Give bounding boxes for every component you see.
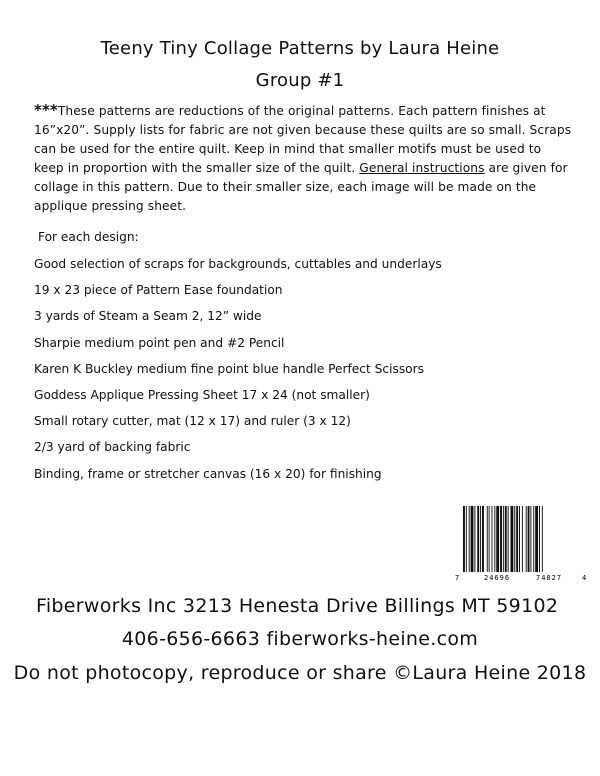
intro-paragraph	[34, 101, 574, 216]
supply-item: 2/3 yard of backing fabric	[34, 440, 191, 455]
barcode-bar	[519, 506, 520, 572]
barcode-bar	[503, 506, 504, 572]
supply-item: Small rotary cutter, mat (12 x 17) and ruler (3 x 12)	[34, 414, 351, 429]
barcode-bar	[471, 506, 474, 572]
barcode-bar	[474, 506, 475, 572]
general-instructions-link: General instructions	[359, 161, 485, 175]
barcode-bars	[463, 506, 543, 572]
footer-contact: 406-656-6663 fiberworks-heine.com	[121, 628, 479, 650]
barcode-bar	[505, 506, 507, 572]
barcode-bar	[489, 506, 490, 572]
barcode-bar	[463, 506, 465, 572]
barcode-bar	[487, 506, 488, 572]
barcode-bar	[508, 506, 509, 572]
barcode-bar	[516, 506, 518, 572]
barcode-bar	[535, 506, 538, 572]
barcode-bar	[492, 506, 493, 572]
barcode-digit-left: 7	[455, 574, 460, 582]
barcode-bar	[494, 506, 495, 572]
intro-text-2: are given for collage in this pattern. Due to their smaller size, each image will be made on the applique pressing sheet.	[34, 161, 568, 213]
supplies-heading: For each design:	[38, 230, 139, 244]
barcode-bar	[522, 506, 523, 572]
footer-address: Fiberworks Inc 3213 Henesta Drive Billings MT 59102	[36, 595, 559, 617]
supply-item: Karen K Buckley medium fine point blue handle Perfect Scissors	[34, 361, 424, 376]
barcode-bar	[511, 506, 514, 572]
barcode-bar	[482, 506, 484, 572]
barcode-bar	[533, 506, 534, 572]
barcode	[453, 504, 589, 584]
barcode-bar	[526, 506, 527, 572]
barcode-bar	[469, 506, 470, 572]
barcode-bar	[539, 506, 540, 572]
barcode-bar	[496, 506, 499, 572]
supply-item: Sharpie medium point pen and #2 Pencil	[34, 335, 285, 350]
barcode-bar	[477, 506, 479, 572]
barcode-digit-right: 4	[582, 574, 587, 582]
supply-item: Goddess Applique Pressing Sheet 17 x 24 (not smaller)	[34, 387, 370, 402]
barcode-bar	[500, 506, 502, 572]
barcode-bar	[466, 506, 467, 572]
barcode-digits-1: 24696	[484, 574, 511, 582]
footer-copyright: Do not photocopy, reproduce or share ©Laura Heine 2018	[13, 662, 587, 684]
asterisks: ***	[34, 101, 58, 119]
barcode-bar	[480, 506, 481, 572]
intro-text-1: These patterns are reductions of the original patterns. Each pattern finishes at 16”x20”. Supply lists for fabric are not given because these quilts are so small. Scraps can be used for the entire quilt. Keep in mind that smaller motifs must be used to keep in proportion with the smaller size of the quilt.	[34, 104, 572, 175]
barcode-bar	[542, 506, 543, 572]
supply-item: 3 yards of Steam a Seam 2, 12” wide	[34, 309, 262, 324]
supply-item: Binding, frame or stretcher canvas (16 x 20) for finishing	[34, 466, 382, 481]
barcode-bar	[514, 506, 515, 572]
supply-item: 19 x 23 piece of Pattern Ease foundation	[34, 283, 283, 298]
barcode-digits-2: 74827	[536, 574, 563, 582]
supply-item: Good selection of scraps for backgrounds, cuttables and underlays	[34, 257, 442, 271]
group-heading: Group #1	[255, 70, 345, 91]
barcode-bar	[528, 506, 530, 572]
supplies-list	[34, 256, 442, 492]
page-title: Teeny Tiny Collage Patterns by Laura Heine	[100, 38, 500, 59]
barcode-bar	[530, 506, 531, 572]
